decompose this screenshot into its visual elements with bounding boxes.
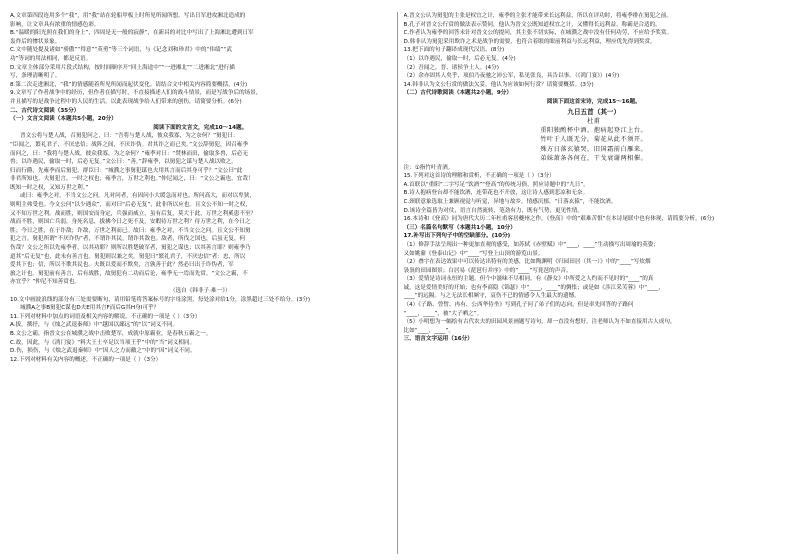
right-column-line: 竹叶于人既无分，菊花从此不须开。 — [540, 136, 648, 144]
left-column-line: A.拔，撰抒，与《烛之武退秦师》中“越国以鄙远”的“以”词义不同。 — [10, 322, 179, 329]
left-column-line: 晋文公将与楚人战，召舅犯问之，曰：“吾将与楚人战，彼众我寡，为之奈何？”舅犯曰： — [20, 133, 239, 140]
left-column-line: 阅读下面的文言文，完成10～14题。 — [153, 124, 248, 131]
left-column-line: 写，条理清晰明了。 — [10, 73, 61, 80]
right-column-line: ____”的远隔。与之无法长相厮守，哀伤不已的情感令人生最大的遗憾。 — [403, 293, 580, 300]
right-column-line: （1）以诈遇民，偷取一时，后必无复。(4分) — [403, 55, 516, 62]
left-column-line: C.文中随处提及诸如“骄傲”“得意”“英勇”等三个词语，与《记念刘和珍君》中的“伟绩”“武 — [10, 47, 232, 54]
left-column-line: 则明主弗受也。今文公问“以少遇众”，而对曰“后必无复”，此非所以应也。且文公不知一时之权， — [10, 202, 251, 209]
right-column-line: （4）《子路、曾皙、冉有、公西华侍坐》写到孔子问了弟子们的志向，但是率先回答的子路问 — [403, 302, 634, 309]
left-column-line: 旅之计也。舅犯前有善言，后有战胜，故舅犯有二功而后论，雍季无一焉而先赏。“文公之霸，不 — [10, 270, 248, 277]
left-column-line: 兽；以诈遇民，偷取一时，后必无复。”文公曰：“善。”辞雍季，以舅犯之谋与楚人战以败之。 — [10, 159, 237, 166]
left-column-line: 胜；今日之胜，在于诈敌；诈敌，万世之利而已。故曰：雍季之对，不当文公之问。且文公不知舅 — [10, 227, 251, 234]
right-column-line: （3）爱情是诗词永恒的主题。但个中滋味不尽相同，有《静女》中所爱之人约而不见时的“____”的真 — [403, 276, 654, 283]
left-column-line: 并且描写的是战争过程中的人民的生活，以此表现战争给人们带来的创伤，请简要分析。(6分) — [10, 98, 242, 105]
left-column-line: 既知一时之权，又知万世之利。” — [10, 184, 89, 191]
right-column-line: 重阳独酌杯中酒，抱病起登江上台。 — [540, 126, 648, 134]
left-column-line: “臣闻之，繁礼君子，不厌忠信；战阵之间，不厌诈伪。君其诈之而已矣。”文公辞舅犯，因召雍季 — [10, 141, 248, 148]
right-column-line: （2）余亦固其人矣乎，项伯乃夜驰之沛公军，私见张良，具告以事。（《鸿门宴》）(4分) — [403, 73, 620, 80]
left-column-line: 或曰：雍季之对，不当文公之问。凡对问者，有因问小大缓急而对也。所问高大，而对以卑狭， — [20, 193, 255, 200]
right-column-line: “____，____”，被“大子哂之”。 — [403, 310, 483, 317]
right-column-line: 殊方日落玄猿哭，旧国霜前白雁来。 — [540, 145, 648, 153]
left-column-line: 亦宜乎？”仲尼不知善赏也。 — [10, 279, 81, 286]
left-column-line: 而问之，曰：“我将与楚人战，彼众我寡，为之奈何？”雍季对曰：“焚林而田，偷取多兽，后必无 — [10, 150, 249, 157]
left-column-line: 战而不胜，则国亡兵弱，身死名息，拔拂今日之死不及，安暇待万世之利？待万世之利，在今日之 — [10, 219, 251, 226]
left-column-line: 城濮A之事B舅犯C谋也D夫E用其言F而后G其H身I可乎？ — [20, 305, 160, 312]
left-column-line: 轰炸后的惨状景象。 — [10, 38, 61, 45]
left-column-line: 归而行爵，先雍季而后舅犯。群臣曰：“城濮之事舅犯谋也夫用其言而后其身可乎？”文公曰“此 — [10, 167, 243, 174]
right-column-line: 17.补写出下列句子中的空缺部分。(10分) — [403, 233, 511, 240]
right-column-line: B.孔子对晋文公行赏的做法表示赞同，他认为晋文公既知道权宜之计，又懂得长远利益，称霸是合适的。 — [403, 21, 661, 28]
right-column-line: （二）古代诗歌阅读（本题共2小题，9分） — [403, 90, 512, 97]
right-column-line: B.诗人抱病登台却不能饮酒，连带花也不开放，这让诗人感到悲凉和无奈。 — [403, 190, 589, 197]
left-column-line: 非君所知也。夫舅犯言，一时之权也；雍季言，万世之利也。”仲尼闻之，曰：“文公之霸也，宜哉！ — [10, 176, 254, 183]
right-column-line: D.该诗全篇皆为对仗，语言自然流转，笔劲有力，既有气势，更见性情。 — [403, 207, 583, 214]
right-column-line: 13.把下面的句子翻译成现代汉语。(8分) — [403, 47, 505, 54]
left-column-line: 9.文章写了作者战争中的经历，但作者在描写时，不直接描述人们的战斗情景，而是写战争后的场景， — [10, 90, 262, 97]
left-column-line: 11.下列对材料中加点的词语及相关内容的解说，不正确的一项是（ ）（3分） — [10, 313, 201, 320]
left-column-line: （一）文言文阅读（本题共5小题，20分） — [10, 116, 117, 123]
left-column-line: B.“温暖的阳光照在我们的身上”，四周是无一般的寂静”，在新昌的对比中写出了上海湘北遭到日军 — [10, 30, 254, 37]
left-column-line: （选自《韩非子·难一》） — [169, 288, 231, 294]
left-column-line: 功”等词的用法相同，都是反语。 — [10, 55, 92, 62]
right-column-line: 阅读下面这首宋诗，完成15～16题。 — [546, 98, 641, 105]
left-column — [10, 12, 391, 554]
right-column-line: 16.本诗和《登高》同为唐代大历二年杜甫客居夔州之作，《登高》中的“艰难苦恨”在本诗尾联中也有体现，请简要分析。(6分) — [403, 216, 715, 223]
right-column-line: 弟妹萧条各何在，干戈衰谢两相催。 — [540, 155, 648, 163]
right-column-line: C.颈联意象选取上兼顾视觉与听觉，异地与故乡，情感沉郁，“日落玄猿”，不能饮酒。 — [403, 198, 617, 205]
left-column-line: D.伤，损伤，与《烛之武退秦师》中“因人之力而敝之”中的“因”词义不同。 — [10, 348, 196, 355]
right-column-line: 三、语言文字运用（16分） — [403, 336, 473, 343]
left-column-line: 10.文中画波浪线的部分有三处需要断句，请用铅笔将答案标号的字母涂黑，每处涂对给1分，涂黑超过三处不给分。(3分) — [10, 296, 311, 303]
left-column-line: C.故，因此，与《鸿门宴》“料大王士卒足以当项王乎”中的“当”词义相同。 — [10, 339, 196, 346]
right-column-line: （2）吾闻之，晋、诸侯争土人。(4分) — [403, 64, 499, 71]
right-column-line: C.作者认为雍季的回答未针对晋文公的提问，其主张不切实际，在城濮之战中没有任何功劳，不应给予奖赏。 — [403, 30, 673, 37]
left-column-line: 12.下列对材料有关内容的概述，不正确的一项是（ ）（3分） — [10, 356, 162, 363]
right-column-line: 袅袅的田园图景；白居易《琵琶行并序》中的“____”写琵琶的声音。 — [403, 267, 572, 274]
left-column-line: B.文公之霸，指晋文公在城濮之战中击败楚军，成就中原霸业，是春秋五霸之一。 — [10, 330, 212, 337]
right-column-line: 14.韩非认为文公行赏的做法欠妥，他认为应该如何行赏？请简要概括。(3分) — [403, 81, 594, 88]
left-column-line: D.文章主体部分采用片段式结构，按时间顺序开“回上海途中”“一进湘北”“二进湘北”进行描 — [10, 64, 235, 71]
right-column-line: 九日五首（其一） — [567, 107, 621, 116]
right-column-line: 15.下列对这首诗的理解和赏析，不正确的一项是（ ）（3分） — [403, 173, 555, 180]
left-column-line: 道其“后无复”也，此未有善言也。舅犯则以兼之矣。舅犯曰“繁礼君子，不厌忠信”者：忠，所以 — [10, 253, 246, 260]
right-column — [404, 12, 785, 554]
right-column-line: 又如姚鼐《登泰山记》中“____”写登上山顶的游览山景。 — [403, 250, 544, 257]
right-column-line: 注：①指竹叶青酒。 — [403, 164, 454, 171]
left-column-line: 又不知万世之利。战而胜，则国安而身定，兵强而威立，虽有后复，莫大于此，万世之利奚患不至？ — [10, 210, 257, 217]
left-column-line: A.文章第四段连用多个“我”，用“我”站在轮船甲板上时所见所闻所想，写出日军进攻湘北造成的 — [10, 13, 246, 19]
column-divider — [397, 12, 398, 554]
right-column-line: A.首联以“重阳”二字写足“饮酒”“登高”的传统习俗，照应诗题中的“九日”。 — [403, 181, 589, 188]
left-column-line: 爱其下也；信，所以不欺其民也。夫既以爱而不欺矣，言孰善于此？然必曰出于诈伪者，军 — [10, 262, 234, 269]
right-column-line: 比如“____，____”。 — [403, 327, 455, 334]
right-column-line: （2）叠字在表达效果中可以传达出特有的美感，比如陶渊明《归园田居（其一）》中的“____”写炊烟 — [403, 259, 651, 266]
left-column-line: 二、古代诗文阅读（35分） — [10, 107, 80, 114]
right-column-line: （5）小明想为一幅绘有古代农夫的田园风景画题写诗句，却一直没有想好。注老师认为不如直接用古人成句， — [403, 319, 676, 326]
right-column-line: 诚，这是爱情美好的开始；也有李商隐《锦瑟》中“____，____”的惆怅；或是如《涉江采芙蓉》中“____， — [403, 284, 664, 291]
left-column-line: 8.第二次走进湘北，“我”的情感随着所见所闻而起伏变化。请结合文中相关内容简要概括。(4分) — [10, 81, 248, 88]
right-column-line: A.晋文公认为舅犯的主张是权宜之计，雍季的主张才能带来长远利益，所以在评功时，将雍季排在舅犯之前。 — [403, 13, 672, 19]
right-column-line: （1）修辞手法呈现出一种更加直观的感受，如苏轼《赤壁赋》中“____，____”生动描写出周瑜的英姿； — [403, 241, 659, 248]
right-column-line: D.韩非认为舅犯采用欺诈之术是战争的需要，也符合着眼的眼前利益与长远利益，理应优先得到奖赏。 — [403, 38, 656, 45]
right-column-line: 杜甫 — [587, 117, 601, 125]
right-column-line: （三）名篇名句默写（本题共1小题，10分） — [403, 224, 516, 231]
left-column-line: 影响，让文章具有浓重的情感色彩。 — [10, 21, 100, 28]
left-column-line: 伤哉？文公之所以先雍季者，以其功耶？则所以胜楚破军者，舅犯之谋也；以其善言耶？则雍季乃 — [10, 245, 251, 252]
left-column-line: 犯之言。舅犯所谓“不厌诈伪”者，不谓诈其民，谓诈其敌也。敌者，所伐之国也，后虽无复，何 — [10, 236, 246, 243]
